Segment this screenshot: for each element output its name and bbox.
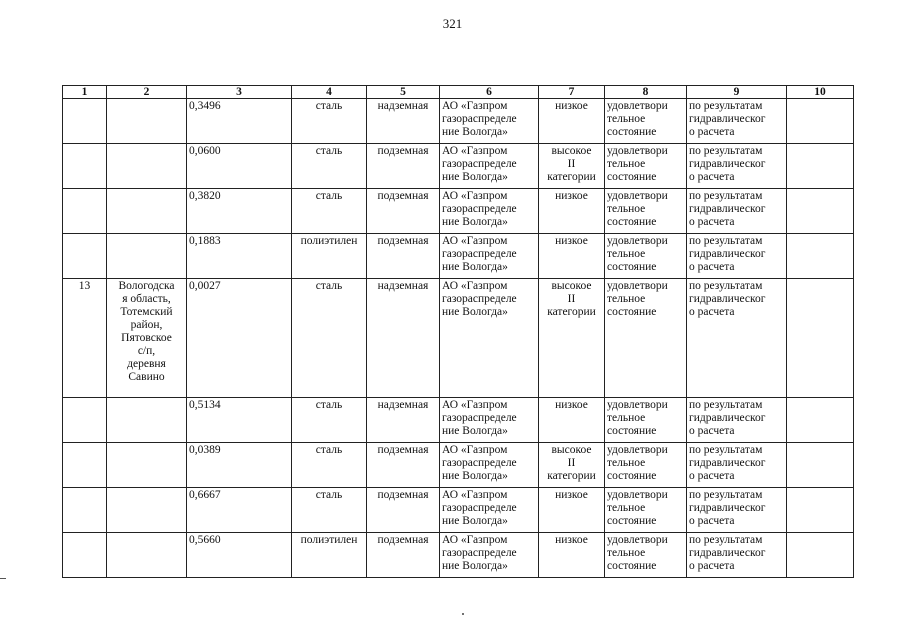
table-cell-c9: по результатам гидравлическог о расчета	[687, 488, 787, 533]
table-cell-c6: АО «Газпром газораспределе ние Вологда»	[440, 443, 539, 488]
table-cell-c8: удовлетвори тельное состояние	[605, 189, 687, 234]
table-cell-c3: 0,3820	[187, 189, 292, 234]
table-cell-c7: высокое II категории	[539, 443, 605, 488]
table-cell-c7: высокое II категории	[539, 144, 605, 189]
gas-pipeline-table	[62, 85, 854, 578]
table-cell-c8: удовлетвори тельное состояние	[605, 533, 687, 578]
table-row	[63, 398, 854, 443]
table-cell-c7: высокое II категории	[539, 279, 605, 398]
table-cell-c10	[787, 234, 854, 279]
table-cell-c4: сталь	[292, 189, 367, 234]
table-cell-c7: низкое	[539, 189, 605, 234]
table-cell-c9: по результатам гидравлическог о расчета	[687, 279, 787, 398]
table-cell-c10	[787, 144, 854, 189]
table-cell-c4: сталь	[292, 398, 367, 443]
table-cell-c4: сталь	[292, 443, 367, 488]
table-cell-c1	[63, 443, 107, 488]
table-cell-c2	[107, 144, 187, 189]
table-cell-c10	[787, 99, 854, 144]
table-cell-c3: 0,5660	[187, 533, 292, 578]
table-cell-c1	[63, 533, 107, 578]
table-cell-c7: низкое	[539, 234, 605, 279]
table-cell-c6: АО «Газпром газораспределе ние Вологда»	[440, 488, 539, 533]
table-cell-c9: по результатам гидравлическог о расчета	[687, 533, 787, 578]
column-header: 4	[292, 86, 367, 99]
table-cell-c3: 0,6667	[187, 488, 292, 533]
scan-edge-mark	[0, 578, 6, 579]
table-cell-c5: подземная	[367, 443, 440, 488]
table-cell-c4: полиэтилен	[292, 234, 367, 279]
table-cell-c10	[787, 533, 854, 578]
table-cell-c9: по результатам гидравлическог о расчета	[687, 99, 787, 144]
table-cell-c9: по результатам гидравлическог о расчета	[687, 234, 787, 279]
table-cell-c1	[63, 488, 107, 533]
table-cell-c10	[787, 443, 854, 488]
table-cell-c6: АО «Газпром газораспределе ние Вологда»	[440, 234, 539, 279]
scan-dot-mark	[462, 613, 464, 615]
table-cell-c10	[787, 398, 854, 443]
column-header: 2	[107, 86, 187, 99]
table-row	[63, 443, 854, 488]
table-cell-c8: удовлетвори тельное состояние	[605, 443, 687, 488]
column-header: 10	[787, 86, 854, 99]
table-cell-c2	[107, 234, 187, 279]
table-cell-c8: удовлетвори тельное состояние	[605, 488, 687, 533]
table-cell-c7: низкое	[539, 488, 605, 533]
table-cell-c5: надземная	[367, 99, 440, 144]
table-cell-c8: удовлетвори тельное состояние	[605, 279, 687, 398]
table-row	[63, 99, 854, 144]
table-cell-c9: по результатам гидравлическог о расчета	[687, 398, 787, 443]
table-row	[63, 234, 854, 279]
table-row	[63, 144, 854, 189]
column-header: 5	[367, 86, 440, 99]
table-row	[63, 279, 854, 398]
table-cell-c4: сталь	[292, 279, 367, 398]
table-cell-c3: 0,5134	[187, 398, 292, 443]
table-cell-c5: подземная	[367, 533, 440, 578]
table-cell-c5: подземная	[367, 189, 440, 234]
table-row	[63, 189, 854, 234]
column-header: 1	[63, 86, 107, 99]
table-cell-c3: 0,0027	[187, 279, 292, 398]
table-cell-c5: надземная	[367, 398, 440, 443]
table-cell-c6: АО «Газпром газораспределе ние Вологда»	[440, 99, 539, 144]
page-number: 321	[442, 16, 463, 31]
table-cell-c8: удовлетвори тельное состояние	[605, 99, 687, 144]
table-cell-c9: по результатам гидравлическог о расчета	[687, 189, 787, 234]
table-cell-c6: АО «Газпром газораспределе ние Вологда»	[440, 144, 539, 189]
table-cell-c1	[63, 398, 107, 443]
table-cell-c6: АО «Газпром газораспределе ние Вологда»	[440, 533, 539, 578]
table-cell-c2	[107, 398, 187, 443]
table-cell-c2	[107, 443, 187, 488]
table-cell-c2	[107, 189, 187, 234]
table-cell-c3: 0,0600	[187, 144, 292, 189]
table-cell-c9: по результатам гидравлическог о расчета	[687, 144, 787, 189]
table-cell-c5: надземная	[367, 279, 440, 398]
table-cell-c6: АО «Газпром газораспределе ние Вологда»	[440, 279, 539, 398]
table-cell-c7: низкое	[539, 533, 605, 578]
column-header: 8	[605, 86, 687, 99]
table-cell-c2	[107, 533, 187, 578]
column-header: 6	[440, 86, 539, 99]
table-cell-c1	[63, 189, 107, 234]
table-cell-c4: сталь	[292, 99, 367, 144]
table-cell-c8: удовлетвори тельное состояние	[605, 144, 687, 189]
table-cell-c6: АО «Газпром газораспределе ние Вологда»	[440, 189, 539, 234]
table-cell-c3: 0,1883	[187, 234, 292, 279]
table-cell-c1	[63, 234, 107, 279]
table-cell-c4: сталь	[292, 488, 367, 533]
table-cell-c10	[787, 279, 854, 398]
table-cell-c2: Вологодска я область, Тотемский район, Пятовское с/п, деревня Савино	[107, 279, 187, 398]
table-row	[63, 533, 854, 578]
table-cell-c5: подземная	[367, 144, 440, 189]
table-cell-c7: низкое	[539, 99, 605, 144]
table-cell-c3: 0,0389	[187, 443, 292, 488]
table-cell-c7: низкое	[539, 398, 605, 443]
table-cell-c10	[787, 488, 854, 533]
table-cell-c8: удовлетвори тельное состояние	[605, 234, 687, 279]
table-cell-c5: подземная	[367, 234, 440, 279]
table-cell-c1: 13	[63, 279, 107, 398]
table-cell-c8: удовлетвори тельное состояние	[605, 398, 687, 443]
column-header: 9	[687, 86, 787, 99]
table-row	[63, 488, 854, 533]
table-cell-c4: полиэтилен	[292, 533, 367, 578]
column-header: 3	[187, 86, 292, 99]
table-cell-c2	[107, 488, 187, 533]
table-cell-c1	[63, 144, 107, 189]
table-cell-c1	[63, 99, 107, 144]
table-cell-c6: АО «Газпром газораспределе ние Вологда»	[440, 398, 539, 443]
table-cell-c5: подземная	[367, 488, 440, 533]
header-row	[63, 86, 854, 99]
table-cell-c3: 0,3496	[187, 99, 292, 144]
column-header: 7	[539, 86, 605, 99]
table-cell-c2	[107, 99, 187, 144]
table-cell-c10	[787, 189, 854, 234]
table-cell-c9: по результатам гидравлическог о расчета	[687, 443, 787, 488]
table-cell-c4: сталь	[292, 144, 367, 189]
